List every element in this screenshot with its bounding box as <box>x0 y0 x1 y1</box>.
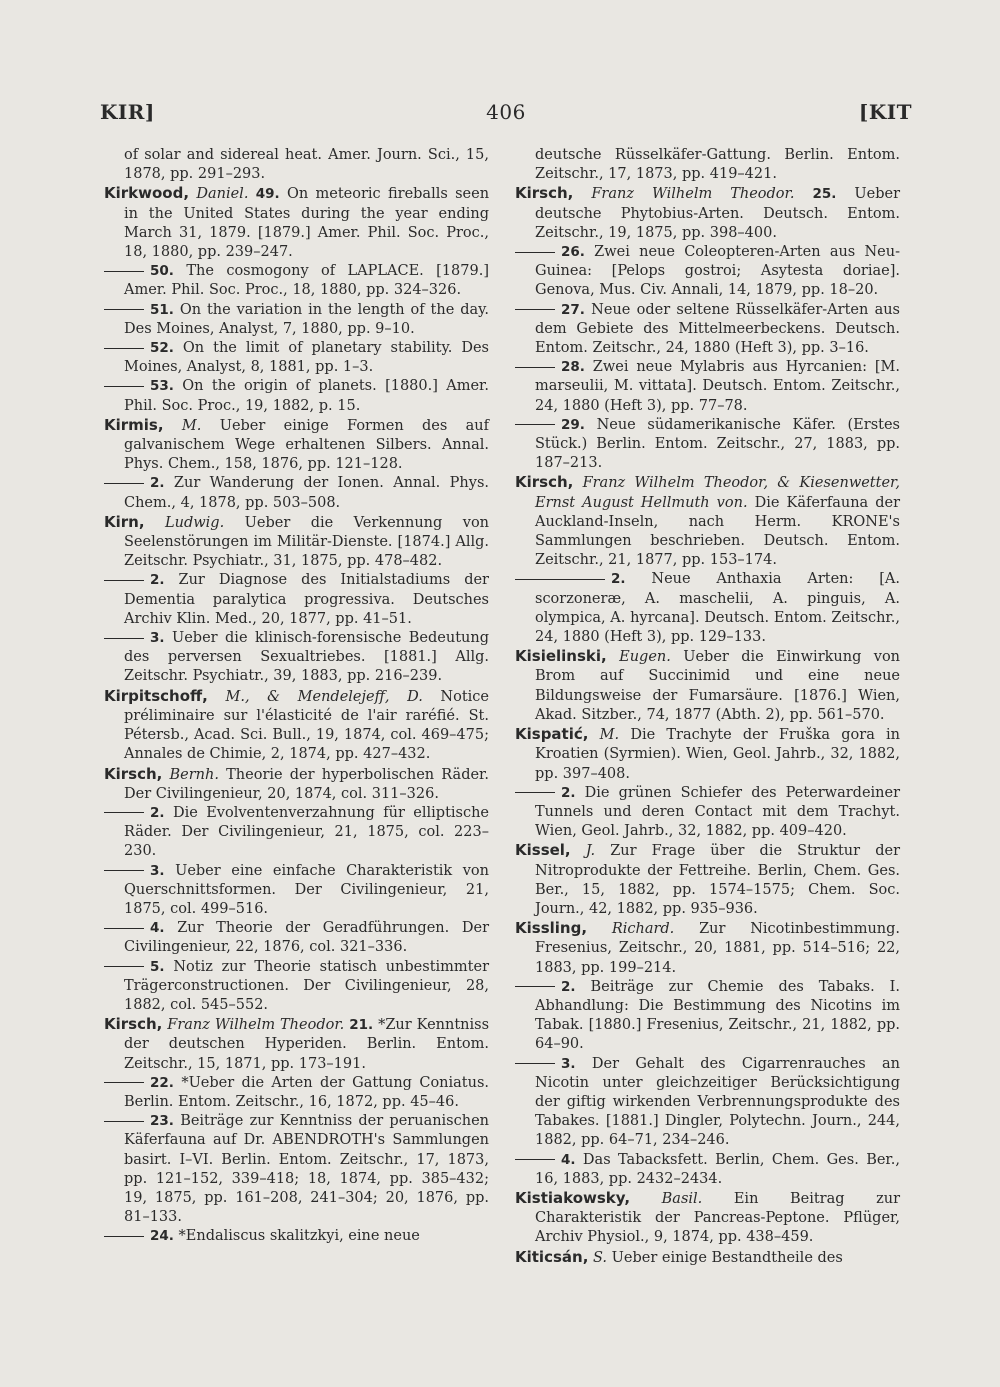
author-name: Kistiakowsky, <box>515 1188 631 1207</box>
citation-text: Zwei neue Coleopteren-Arten aus Neu-Guinea: [Pelops gostroi; Asytesta doriae]. Genova, Mus. Civ. Annali, 14, 1879, pp. 18–20. <box>535 244 900 299</box>
page-header <box>100 100 912 130</box>
citation-text: Beiträge zur Kenntniss der peruanischen Käferfauna auf Dr. ABENDROTH's Sammlungen basirt. I–VI. Berlin. Entom. Zeitschr., 17, 1873, pp. 121–152, 339–418; 18, 1874, pp. 385–432; 19, 1875, pp. 161–208, 241–304; 20, 1876, pp. 81–133. <box>124 1113 490 1226</box>
entry-number: 29. <box>561 416 585 433</box>
ditto-dash <box>104 966 144 967</box>
bibliography-subentry <box>104 339 489 377</box>
bibliography-subentry <box>515 1055 900 1151</box>
author-first-name: M. <box>181 417 202 434</box>
citation-text: Neue südamerikanische Käfer. (Erstes Stück.) Berlin. Entom. Zeitschr., 27, 1883, pp. 187–213. <box>535 416 900 472</box>
citation-text: *Zur Kenntniss der deutschen Hyperiden. Berlin. Entom. Zeitschr., 15, 1871, pp. 173–191. <box>124 1017 490 1072</box>
author-name: Kirsch, <box>515 184 574 203</box>
author-first-name: S. <box>593 1249 608 1266</box>
author-name: Kiticsán, <box>515 1247 589 1266</box>
citation-text: Zur Diagnose des Initialstadiums der Dementia paralytica progressiva. Deutsches Archiv Klin. Med., 20, 1877, pp. 41–51. <box>124 572 489 627</box>
bibliography-subentry <box>515 416 900 474</box>
bibliography-subentry <box>104 1112 489 1227</box>
citation-text: Neue Anthaxia Arten: [A. scorzoneræ, A. maschelii, A. pinguis, A. olympica, A. hyrcana]. Deutsch. Entom. Zeitschr., 24, 1880 (Heft 3), pp. 129–133. <box>535 571 900 646</box>
page-number: 406 <box>486 100 526 124</box>
bibliography-subentry <box>104 1227 489 1246</box>
bibliography-entry <box>515 647 900 725</box>
bibliography-entry <box>515 841 900 919</box>
entry-number: 2. <box>150 475 165 492</box>
ditto-dash <box>515 986 555 987</box>
author-first-name: Franz Wilhelm Theodor. <box>167 1017 345 1034</box>
ditto-dash <box>515 1063 555 1064</box>
bibliography-subentry <box>515 1151 900 1189</box>
bibliography-entry <box>515 919 900 978</box>
author-name: Kirpitschoff, <box>104 686 208 705</box>
citation-text: Beiträge zur Chemie des Tabaks. I. Abhandlung: Die Bestimmung des Nicotins im Tabak. [1880.] Fresenius, Zeitschr., 21, 1882, pp. 64–90. <box>535 978 900 1053</box>
bibliography-entry <box>515 1248 900 1268</box>
bibliography-entry <box>515 725 900 784</box>
author-first-name: J. <box>585 843 596 860</box>
ditto-dash <box>104 386 144 387</box>
bibliography-entry <box>104 1015 489 1074</box>
citation-text: The cosmogony of LAPLACE. [1879.] Amer. Phil. Soc. Proc., 18, 1880, pp. 324–326. <box>124 263 489 299</box>
author-first-name: M. <box>599 727 620 744</box>
bibliography-entry <box>515 1189 900 1248</box>
author-name: Kirsch, <box>515 473 574 492</box>
entry-number: 50. <box>150 263 174 280</box>
entry-number: 27. <box>561 301 585 318</box>
citation-text: Zur Nicotinbestimmung. Fresenius, Zeitschr., 20, 1881, pp. 514–516; 22, 1883, pp. 199–214. <box>535 921 901 976</box>
entry-number: 53. <box>150 378 174 395</box>
citation-text: Notiz zur Theorie statisch unbestimmter Trägerconstructionen. Der Civilingenieur, 28, 1882, col. 545–552. <box>124 958 490 1013</box>
right-column <box>515 146 900 1268</box>
citation-text: Ueber die klinisch-forensische Bedeutung des perversen Sexualtriebes. [1881.] Allg. Zeitschr. Psychiatr., 39, 1883, pp. 216–239. <box>124 630 489 685</box>
author-name: Kirkwood, <box>104 184 190 203</box>
entry-number: 26. <box>561 244 585 261</box>
citation-text: Die grünen Schiefer des Peterwardeiner Tunnels und deren Contact mit dem Trachyt. Wien, Geol. Jahrb., 32, 1882, pp. 409–420. <box>535 784 901 840</box>
entry-number: 5. <box>150 958 165 975</box>
author-name: Kirn, <box>104 512 145 531</box>
bibliography-subentry <box>104 919 489 957</box>
entry-number: 2. <box>561 784 576 801</box>
citation-text: deutsche Rüsselkäfer-Gattung. Berlin. Entom. Zeitschr., 17, 1873, pp. 419–421. <box>535 147 900 183</box>
ditto-dash <box>104 309 144 310</box>
entry-number: 28. <box>561 359 585 376</box>
citation-text: Zur Wanderung der Ionen. Annal. Phys. Chem., 4, 1878, pp. 503–508. <box>124 475 489 511</box>
bibliography-subentry <box>515 358 900 416</box>
citation-text: Ueber die Verkennung von Seelenstörungen im Militär-Dienste. [1874.] Allg. Zeitschr. Psychiatr., 31, 1875, pp. 478–482. <box>124 514 490 570</box>
ditto-dash <box>515 1159 555 1160</box>
bibliography-subentry <box>104 804 489 862</box>
entry-number: 3. <box>561 1055 576 1072</box>
left-column <box>104 146 489 1247</box>
citation-text: Zur Frage über die Struktur der Nitroprodukte der Fettreihe. Berlin, Chem. Ges. Ber., 15, 1882, pp. 1574–1575; Chem. Soc. Journ., 42, 1882, pp. 935–936. <box>535 843 900 917</box>
entry-number: 3. <box>150 862 165 879</box>
bibliography-subentry <box>515 243 900 301</box>
bibliography-subentry <box>515 301 900 359</box>
bibliography-subentry <box>104 377 489 415</box>
bibliography-subentry <box>104 571 489 629</box>
bibliography-entry <box>515 473 900 570</box>
bibliography-subentry <box>515 784 900 842</box>
bibliography-entry <box>104 184 489 262</box>
ditto-dash <box>515 252 555 253</box>
header-left: KIR] <box>100 100 155 124</box>
author-name: Kispatić, <box>515 725 589 744</box>
citation-text: of solar and sidereal heat. Amer. Journ. Sci., 15, 1878, pp. 291–293. <box>124 147 489 183</box>
citation-text: Neue oder seltene Rüsselkäfer-Arten aus dem Gebiete des Mittelmeerbeckens. Deutsch. Entom. Zeitschr., 24, 1880 (Heft 3), pp. 3–16. <box>535 301 900 357</box>
author-name: Kirmis, <box>104 415 164 434</box>
citation-text: Das Tabacksfett. Berlin, Chem. Ges. Ber., 16, 1883, pp. 2432–2434. <box>535 1151 900 1187</box>
entry-number: 25. <box>812 186 837 203</box>
entry-number: 2. <box>561 978 576 995</box>
citation-text: On the origin of planets. [1880.] Amer. Phil. Soc. Proc., 19, 1882, p. 15. <box>124 378 489 414</box>
bibliography-entry <box>515 184 900 243</box>
entry-number: 22. <box>150 1074 174 1091</box>
ditto-dash <box>515 792 555 793</box>
entry-number: 2. <box>611 571 626 588</box>
citation-text: Zur Theorie der Geradführungen. Der Civilingenieur, 22, 1876, col. 321–336. <box>124 920 490 956</box>
ditto-dash <box>104 1082 144 1083</box>
author-first-name: Franz Wilhelm Theodor, & Kiesenwetter, Ernst August Hellmuth von. <box>535 475 900 511</box>
citation-text: Ein Beitrag zur Charakteristik der Pancreas-Peptone. Pflüger, Archiv Physiol., 9, 1874, pp. 438–459. <box>535 1190 900 1246</box>
entry-number: 52. <box>150 340 174 357</box>
ditto-dash <box>104 1121 144 1122</box>
header-right: [KIT <box>858 100 912 124</box>
entry-number: 49. <box>255 186 280 203</box>
author-first-name: Basil. <box>661 1190 703 1207</box>
citation-text: Ueber einige Bestandtheile des <box>611 1249 843 1266</box>
author-name: Kissling, <box>515 919 588 938</box>
bibliography-subentry <box>104 474 489 512</box>
bibliography-subentry <box>104 862 489 920</box>
citation-text: *Endaliscus skalitzkyi, eine neue <box>178 1228 420 1245</box>
bibliography-entry <box>104 513 489 572</box>
bibliography-subentry <box>104 262 489 300</box>
citation-text: On the variation in the length of the day. Des Moines, Analyst, 7, 1880, pp. 9–10. <box>124 301 489 337</box>
citation-text: Die Käferfauna der Auckland-Inseln, nach Herm. KRONE's Sammlungen beschrieben. Deutsch. Entom. Zeitschr., 21, 1877, pp. 153–174. <box>535 494 901 569</box>
entry-number: 51. <box>150 301 174 318</box>
author-name: Kirsch, <box>104 1015 163 1034</box>
author-first-name: Ludwig. <box>165 514 225 531</box>
author-name: Kirsch, <box>104 764 163 783</box>
citation-text: Theorie der hyperbolischen Räder. Der Civilingenieur, 20, 1874, col. 311–326. <box>124 766 490 802</box>
bibliography-subentry <box>104 1074 489 1112</box>
citation-text: On the limit of planetary stability. Des Moines, Analyst, 8, 1881, pp. 1–3. <box>124 340 490 376</box>
entry-number: 4. <box>561 1151 576 1168</box>
ditto-dash <box>515 579 605 580</box>
citation-text: Notice préliminaire sur l'élasticité de l'air raréfié. St. Pétersb., Acad. Sci. Bull., 19, 1874, col. 469–475; Annales de Chimie, 2, 1874, pp. 427–432. <box>124 688 490 763</box>
entry-number: 24. <box>150 1228 174 1245</box>
bibliography-subentry <box>515 146 900 184</box>
ditto-dash <box>104 348 144 349</box>
citation-text: Ueber die Einwirkung von Brom auf Succinimid und eine neue Bildungsweise der Fumarsäure. [1876.] Wien, Akad. Sitzber., 74, 1877 (Abth. 2), pp. 561–570. <box>535 649 901 723</box>
author-first-name: Daniel. <box>196 186 249 203</box>
bibliography-entry <box>104 765 489 804</box>
ditto-dash <box>104 271 144 272</box>
ditto-dash <box>104 812 144 813</box>
citation-text: Ueber eine einfache Charakteristik von Querschnittsformen. Der Civilingenieur, 21, 1875, col. 499–516. <box>124 862 490 917</box>
bibliography-subentry <box>104 629 489 687</box>
ditto-dash <box>104 580 144 581</box>
ditto-dash <box>515 367 555 368</box>
bibliography-entry <box>104 416 489 475</box>
bibliography-subentry <box>104 301 489 339</box>
ditto-dash <box>515 424 555 425</box>
ditto-dash <box>104 1236 144 1237</box>
citation-text: Zwei neue Mylabris aus Hyrcanien: [M. marseulii, M. vittata]. Deutsch. Entom. Zeitschr., 24, 1880 (Heft 3), pp. 77–78. <box>535 359 900 414</box>
bibliography-subentry <box>104 958 489 1016</box>
entry-number: 23. <box>150 1113 174 1130</box>
ditto-dash <box>104 928 144 929</box>
entry-number: 2. <box>150 572 165 589</box>
bibliography-subentry <box>515 978 900 1055</box>
ditto-dash <box>104 483 144 484</box>
citation-text: Die Evolventenverzahnung für elliptische Räder. Der Civilingenieur, 21, 1875, col. 223–230. <box>124 804 490 860</box>
citation-text: Ueber deutsche Phytobius-Arten. Deutsch. Entom. Zeitschr., 19, 1875, pp. 398–400. <box>535 186 901 241</box>
author-first-name: Franz Wilhelm Theodor. <box>591 186 795 203</box>
entry-number: 3. <box>150 630 165 647</box>
author-first-name: Richard. <box>611 921 675 938</box>
citation-text: *Ueber die Arten der Gattung Coniatus. Berlin. Entom. Zeitschr., 16, 1872, pp. 45–46. <box>124 1074 490 1110</box>
author-first-name: M., & Mendelejeff, D. <box>225 688 423 705</box>
author-name: Kissel, <box>515 841 571 860</box>
citation-text: Ueber einige Formen des auf galvanischem Wege erhaltenen Silbers. Annal. Phys. Chem., 158, 1876, pp. 121–128. <box>124 417 489 473</box>
bibliography-entry <box>104 687 489 765</box>
author-name: Kisielinski, <box>515 647 607 666</box>
bibliography-subentry <box>515 570 900 647</box>
citation-text: On meteoric fireballs seen in the United States during the year ending March 31, 1879. [1879.] Amer. Phil. Soc. Proc., 18, 1880, pp. 239–247. <box>124 186 490 261</box>
citation-text: Der Gehalt des Cigarrenrauches an Nicotin unter gleichzeitiger Berücksichtigung der giftig wirkenden Verbrennungsprodukte des Tabakes. [1881.] Dingler, Polytechn. Journ., 244, 1882, pp. 64–71, 234–246. <box>535 1055 901 1149</box>
entry-number: 21. <box>349 1017 374 1034</box>
entry-number: 2. <box>150 804 165 821</box>
author-first-name: Bernh. <box>169 766 219 783</box>
bibliography-subentry <box>104 146 489 184</box>
author-first-name: Eugen. <box>619 649 671 666</box>
ditto-dash <box>104 870 144 871</box>
citation-text: Die Trachyte der Fruška gora in Kroatien (Syrmien). Wien, Geol. Jahrb., 32, 1882, pp. 397–408. <box>535 727 901 782</box>
entry-number: 4. <box>150 920 165 937</box>
ditto-dash <box>104 638 144 639</box>
ditto-dash <box>515 309 555 310</box>
